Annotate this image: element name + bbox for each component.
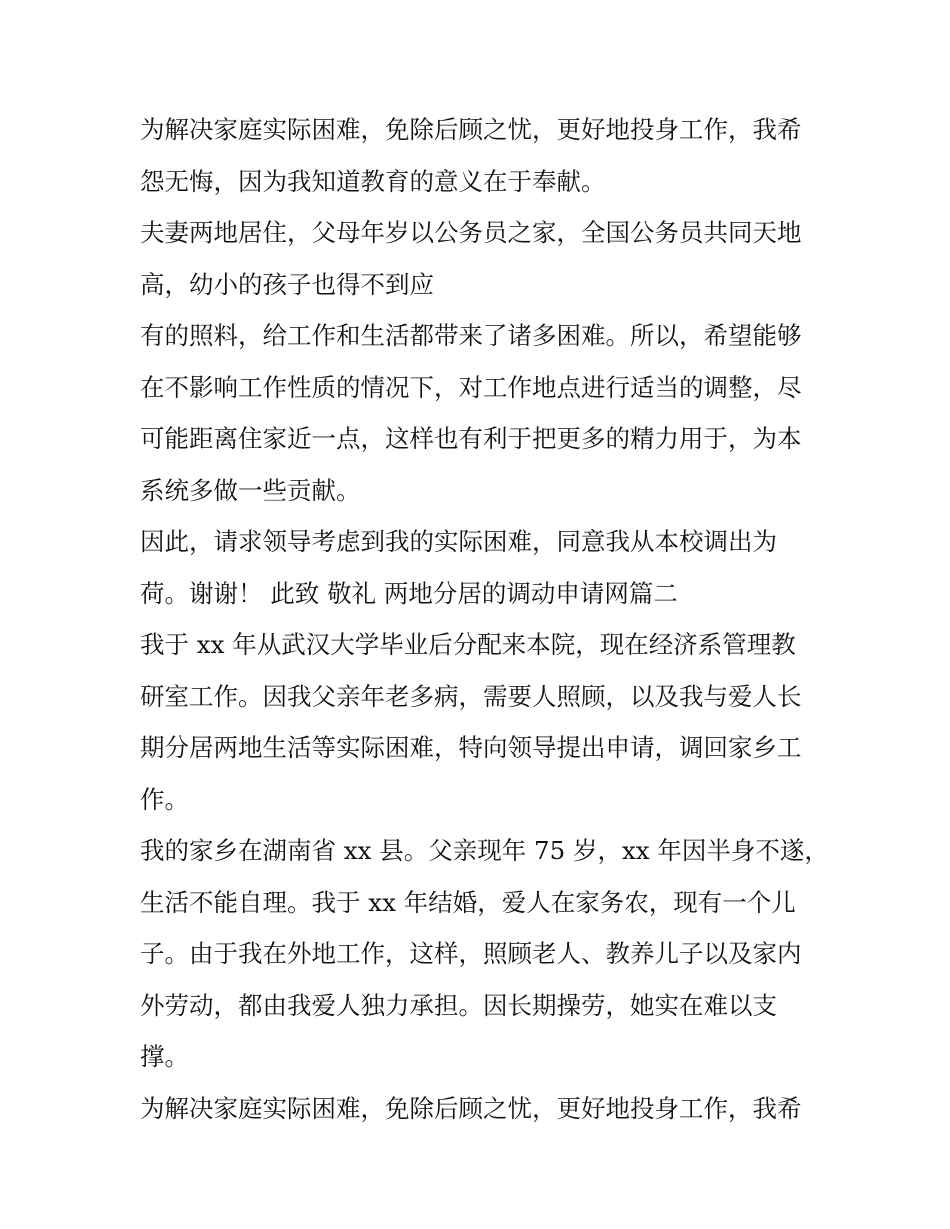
text-line: 作。 xyxy=(140,784,189,814)
text-line: 因此，请求领导考虑到我的实际困难，同意我从本校调出为 xyxy=(140,527,777,556)
text-line: 系统多做一些贡献。 xyxy=(140,475,361,505)
text-line: 我的家乡在湖南省 xx 县。父亲现年 75 岁，xx 年因半身不遂， xyxy=(140,836,829,865)
text-line: 高，幼小的孩子也得不到应 xyxy=(140,269,434,299)
text-line: 有的照料，给工作和生活都带来了诸多困难。所以，希望能够 xyxy=(140,321,802,350)
text-line: 为解决家庭实际困难，免除后顾之忧，更好地投身工作，我希 xyxy=(140,115,802,144)
text-line: 期分居两地生活等实际困难，特向领导提出申请，调回家乡工 xyxy=(140,733,802,762)
text-line: 怨无悔，因为我知道教育的意义在于奉献。 xyxy=(140,166,606,196)
text-line: 夫妻两地居住，父母年岁以公务员之家，全国公务员共同天地 xyxy=(140,218,802,247)
text-line: 子。由于我在外地工作，这样，照顾老人、教养儿子以及家内 xyxy=(140,939,802,968)
text-line: 为解决家庭实际困难，免除后顾之忧，更好地投身工作，我希 xyxy=(140,1093,802,1123)
document-text-body xyxy=(140,104,830,1134)
text-line: 荷。谢谢！ 此致 敬礼 两地分居的调动申请网篇二 xyxy=(140,578,678,608)
text-line: 可能距离住家近一点，这样也有利于把更多的精力用于，为本 xyxy=(140,424,802,453)
text-line: 撑。 xyxy=(140,1042,189,1071)
text-line: 外劳动，都由我爱人独力承担。因长期操劳，她实在难以支 xyxy=(140,990,777,1020)
text-line: 生活不能自理。我于 xx 年结婚，爱人在家务农，现有一个儿 xyxy=(140,887,796,917)
text-line: 研室工作。因我父亲年老多病，需要人照顾，以及我与爱人长 xyxy=(140,681,802,711)
text-line: 我于 xx 年从武汉大学毕业后分配来本院，现在经济系管理教 xyxy=(140,630,796,659)
text-line: 在不影响工作性质的情况下，对工作地点进行适当的调整，尽 xyxy=(140,372,802,402)
